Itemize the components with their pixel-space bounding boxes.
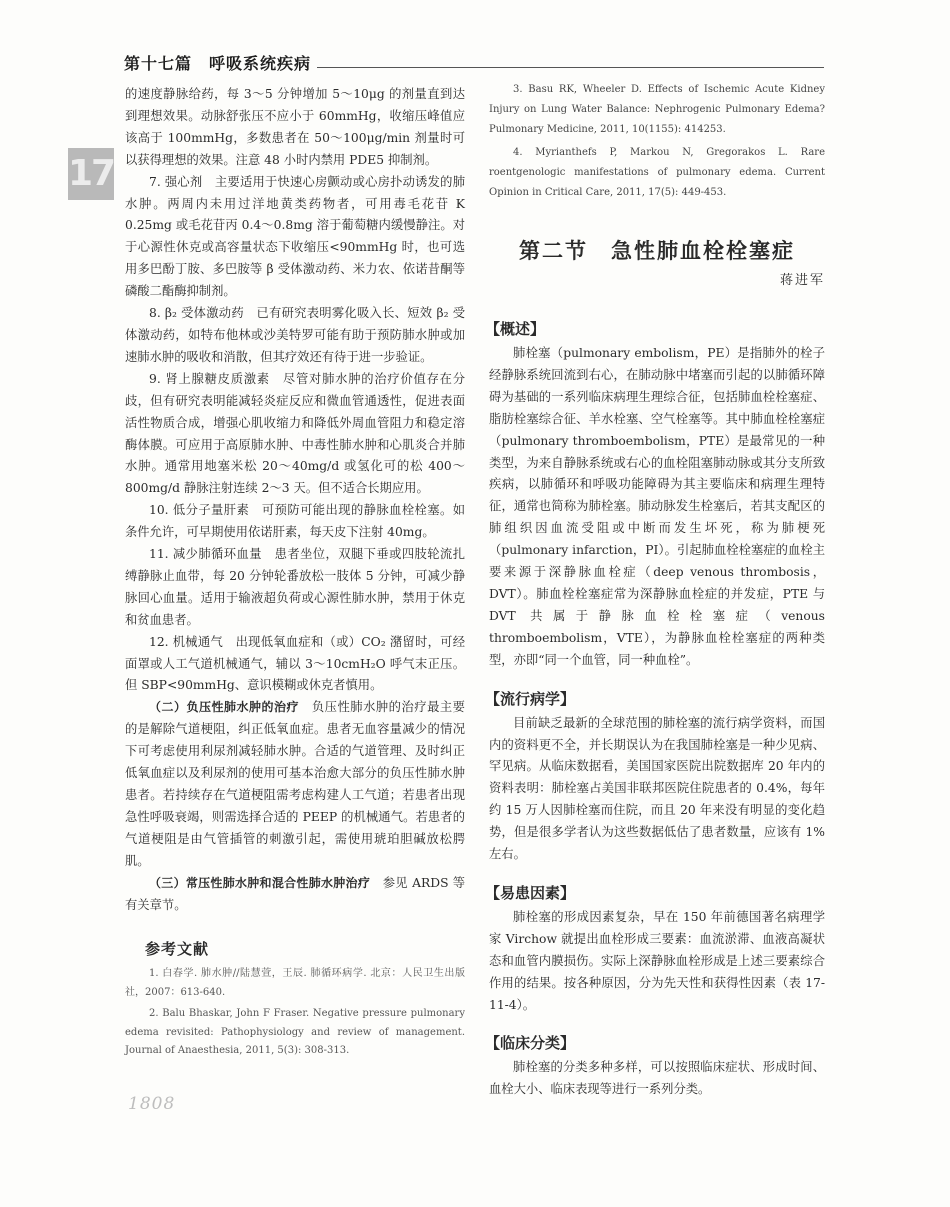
paragraph: 11. 减少肺循环血量 患者坐位，双腿下垂或四肢轮流扎缚静脉止血带，每 20 分钟轮番放松一肢体 5 分钟，可减少静脉回心血量。适用于输液超负荷或心源性肺水肿，禁用于休克和贫血患者。	[125, 547, 465, 627]
paragraph: 目前缺乏最新的全球范围的肺栓塞的流行病学资料，而国内的资料更不全，并长期误认为在我国肺栓塞是一种少见病、罕见病。从临床数据看，美国国家医院出院数据库 20 年内的资料表明：肺栓塞占美国非联邦医院住院患者的 0.4%，每年约 15 万人因肺栓塞而住院，而且 20 年来没有明显的变化趋势，但是很多学者认为这些数据低估了患者数量，应该有 1%左右。	[489, 715, 825, 862]
subsection-title: （三）常压性肺水肿和混合性肺水肿治疗	[149, 875, 371, 890]
section-heading: 【易患因素】	[485, 883, 576, 902]
subsection-paragraph	[125, 697, 465, 872]
running-head-rule	[317, 67, 824, 68]
paragraph: 12. 机械通气 出现低氧血症和（或）CO₂ 潴留时，可经面罩或人工气道机械通气，辅以 3～10cmH₂O 呼气末正压。但 SBP<90mmHg、意识模糊或休克者慎用。	[125, 634, 465, 693]
paragraph: 肺栓塞（pulmonary embolism，PE）是指肺外的栓子经静脉系统回流到右心，在肺动脉中堵塞而引起的以肺循环障碍为基础的一系列临床病理生理综合征，包括肺血栓栓塞症、脂肪栓塞综合征、羊水栓塞、空气栓塞等。其中肺血栓栓塞症（pulmonary thromboembolism，PTE）是最常见的一种类型，为来自静脉系统或右心的血栓阻塞肺动脉或其分支所致疾病，以肺循环和呼吸功能障碍为其主要临床和病理生理特征，通常也简称为肺栓塞。肺动脉发生栓塞后，若其支配区的肺组织因血流受阻或中断而发生坏死，称为肺梗死（pulmonary infarction，PI）。引起肺血栓栓塞症的血栓主要来源于深静脉血栓症（deep venous thrombosis，DVT）。肺血栓栓塞症常为深静脉血栓症的并发症，PTE 与 DVT 共属于静脉血栓栓塞症（venous thromboembolism，VTE），为静脉血栓栓塞症的两种类型，亦即“同一个血管，同一种血栓”。	[489, 346, 825, 667]
subsection-title: （二）负压性肺水肿的治疗	[149, 700, 300, 715]
reference-item: 2. Balu Bhaskar, John F Fraser. Negative pressure pulmonary edema revisited: Pathophysiology and review of management. Journal of Anaesthesia, 2011, 5(3): 308-313.	[125, 1008, 465, 1057]
subsection-text: 负压性肺水肿的治疗最主要的是解除气道梗阻，纠正低氧血症。患者无血容量减少的情况下可考虑使用利尿剂减轻肺水肿。合适的气道管理、及时纠正低氧血症以及利尿剂的使用可基本治愈大部分的负压性肺水肿患者。若持续存在气道梗阻需考虑构建人工气道；若患者出现急性呼吸衰竭，则需选择合适的 PEEP 的机械通气。若患者的气道梗阻是由气管插管的刺激引起，需使用琥珀胆碱放松腭肌。	[125, 700, 465, 868]
author-name: 蒋进军	[779, 273, 825, 288]
paragraph: 的速度静脉给药，每 3～5 分钟增加 5～10μg 的剂量直到达到理想效果。动脉舒张压不应小于 60mmHg，收缩压峰值应该高于 100mmHg，多数患者在 50～100μg/min 剂量时可以获得理想的效果。注意 48 小时内禁用 PDE5 抑制剂。	[125, 87, 465, 167]
chapter-number-tab: 17	[68, 148, 114, 200]
section-heading: 【流行病学】	[485, 689, 576, 708]
running-head-title: 第十七篇 呼吸系统疾病	[124, 54, 312, 73]
subsection-text: 参见 ARDS 等有关章节。	[125, 875, 465, 912]
section-title: 第二节 急性肺血栓栓塞症	[519, 239, 795, 263]
reference-item: 4. Myrianthefs P, Markou N, Gregorakos L. Rare roentgenologic manifestations of pulmonary edema. Current Opinion in Critical Care, 2011, 17(5): 449-453.	[489, 147, 825, 198]
section-heading: 【概述】	[485, 320, 546, 338]
section-heading: 【临床分类】	[485, 1034, 576, 1053]
paragraph: 8. β₂ 受体激动药 已有研究表明雾化吸入长、短效 β₂ 受体激动药，如特布他林或沙美特罗可能有助于预防肺水肿或加速肺水肿的吸收和消散，但其疗效还有待于进一步验证。	[125, 306, 465, 364]
paragraph: 10. 低分子量肝素 可预防可能出现的静脉血栓栓塞。如条件允许，可早期使用依诺肝素，每天皮下注射 40mg。	[125, 503, 465, 540]
subsection-paragraph	[125, 873, 465, 917]
paragraph: 7. 强心剂 主要适用于快速心房颤动或心房扑动诱发的肺水肿。两周内未用过洋地黄类药物者，可用毒毛花苷 K 0.25mg 或毛花苷丙 0.4～0.8mg 溶于葡萄糖内缓慢静注。对于心源性休克或高容量状态下收缩压<90mmHg 时，也可选用多巴酚丁胺、多巴胺等 β 受体激动药、米力农、依诺昔酮等磷酸二酯酶抑制剂。	[125, 174, 465, 299]
references-heading: 参考文献	[145, 940, 210, 959]
running-head	[124, 50, 824, 74]
left-column	[125, 84, 465, 1064]
paragraph: 9. 肾上腺糖皮质激素 尽管对肺水肿的治疗价值存在分歧，但有研究表明能减轻炎症反应和微血管通透性，促进表面活性物质合成，增强心肌收缩力和降低外周血管阻力和稳定溶酶体膜。可应用于高原肺水肿、中毒性肺水肿和心肌炎合并肺水肿。通常用地塞米松 20～40mg/d 或氢化可的松 400～800mg/d 静脉注射连续 2～3 天。但不适合长期应用。	[125, 371, 465, 496]
reference-item: 1. 白春学. 肺水肿//陆慧萱，王辰. 肺循环病学. 北京：人民卫生出版社，2007：613-640.	[125, 968, 465, 998]
reference-item: 3. Basu RK, Wheeler D. Effects of Ischemic Acute Kidney Injury on Lung Water Balance: Nephrogenic Pulmonary Edema? Pulmonary Medicine, 2011, 10(1155): 414253.	[489, 84, 825, 135]
paragraph: 肺栓塞的分类多种多样，可以按照临床症状、形成时间、血栓大小、临床表现等进行一系列分类。	[489, 1060, 825, 1097]
paragraph: 肺栓塞的形成因素复杂，早在 150 年前德国著名病理学家 Virchow 就提出血栓形成三要素：血流淤滞、血液高凝状态和血管内膜损伤。实际上深静脉血栓形成是上述三要素综合作用的结果。按各种原因，分为先天性和获得性因素（表 17-11-4）。	[489, 909, 825, 1012]
right-column	[485, 80, 825, 1101]
page-number: 1808	[128, 1094, 176, 1114]
